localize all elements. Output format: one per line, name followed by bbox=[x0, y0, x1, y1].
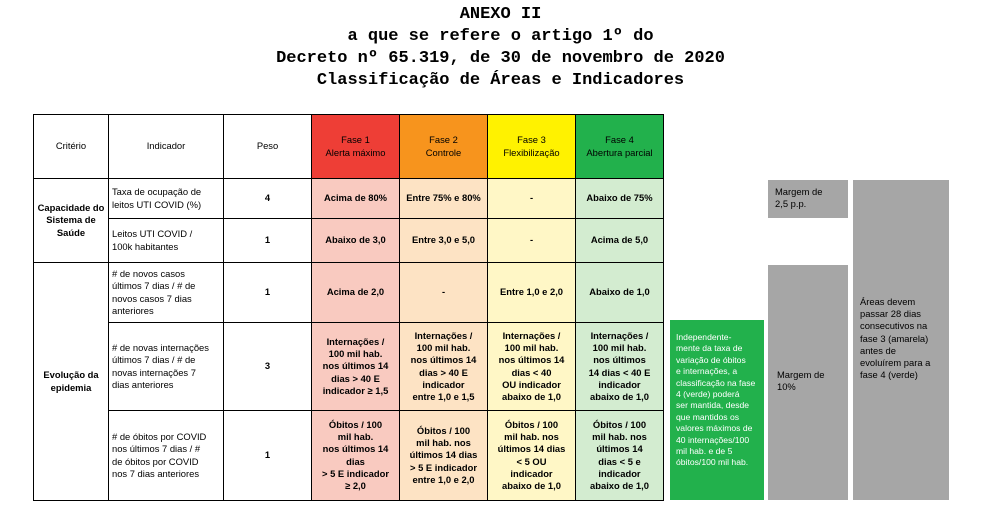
text-line: - bbox=[529, 234, 534, 246]
cell-fase-4 bbox=[576, 263, 664, 323]
text-line: classificação na fase bbox=[676, 377, 756, 388]
text-line: - bbox=[529, 192, 534, 204]
text-line: últimos 14 dias bbox=[409, 449, 478, 461]
row-peso: 1 bbox=[224, 219, 312, 263]
cell-fase-2 bbox=[400, 263, 488, 323]
text-line: Óbitos / 100 bbox=[592, 418, 647, 430]
document-title bbox=[0, 4, 1001, 92]
text-line: OU indicador bbox=[502, 378, 561, 390]
row-indicator bbox=[109, 411, 224, 501]
text-line: > 5 E indicador bbox=[410, 461, 477, 473]
text-line: 100k habitantes bbox=[112, 240, 179, 252]
text-line: nos últimos 7 dias / # bbox=[112, 443, 201, 455]
text-line: consecutivos na bbox=[860, 320, 928, 332]
text-line: entre 1,0 e 2,0 bbox=[412, 473, 475, 485]
note-28-dias bbox=[853, 180, 949, 500]
cell-fase-2 bbox=[400, 179, 488, 219]
text-line: entre 1,0 e 1,5 bbox=[412, 390, 475, 402]
text-line: novas internações 7 bbox=[112, 366, 196, 378]
header-fase-3 bbox=[488, 115, 576, 179]
title-line-1: ANEXO II bbox=[459, 5, 542, 24]
text-line: nos 7 dias anteriores bbox=[112, 467, 200, 479]
text-line: 40 internações/100 bbox=[676, 434, 750, 445]
cell-fase-4 bbox=[576, 411, 664, 501]
text-line: Margem de bbox=[775, 186, 823, 197]
text-line: 4 (verde) poderá bbox=[676, 389, 740, 400]
text-line: Internações / bbox=[502, 329, 561, 341]
text-line: antes de bbox=[860, 344, 896, 356]
text-line: Internações / bbox=[326, 335, 385, 347]
row-indicator bbox=[109, 263, 224, 323]
text-line: evoluírem para a bbox=[860, 357, 931, 369]
cell-fase-4 bbox=[576, 219, 664, 263]
text-line: nos últimos 14 bbox=[322, 360, 389, 372]
text-line: abaixo de 1,0 bbox=[502, 390, 561, 402]
text-line: < 5 OU bbox=[516, 455, 547, 467]
header-fase-1 bbox=[312, 115, 400, 179]
header-criterio: Critério bbox=[34, 115, 109, 179]
text-line: Áreas devem bbox=[860, 296, 916, 307]
cell-fase-2 bbox=[400, 411, 488, 501]
text-line: abaixo de 1,0 bbox=[590, 479, 649, 491]
text-line: 100 mil hab. bbox=[328, 348, 383, 360]
text-line: 100 mil hab. bbox=[592, 342, 647, 354]
text-line: Entre 3,0 e 5,0 bbox=[411, 234, 476, 246]
row-indicator bbox=[109, 219, 224, 263]
text-line: Acima de 5,0 bbox=[590, 234, 649, 246]
cell-fase-4 bbox=[576, 179, 664, 219]
text-line: abaixo de 1,0 bbox=[590, 390, 649, 402]
text-line: mil hab. e de 5 bbox=[676, 446, 733, 457]
table-row bbox=[34, 179, 664, 219]
text-line: Sistema de bbox=[46, 214, 96, 226]
text-line: # de novos casos bbox=[112, 268, 185, 280]
note-margem-leitos bbox=[768, 180, 848, 218]
cell-fase-2 bbox=[400, 323, 488, 411]
text-line: variação de óbitos bbox=[676, 354, 746, 365]
text-line: Abertura parcial bbox=[586, 146, 653, 158]
text-line: e internações, a bbox=[676, 366, 738, 377]
text-line: Margem de bbox=[777, 369, 825, 380]
text-line: dias > 40 E bbox=[419, 366, 468, 378]
text-line: nos últimos bbox=[593, 354, 646, 366]
text-line: Abaixo de 1,0 bbox=[589, 286, 650, 298]
text-line: últimos 14 dias bbox=[497, 443, 566, 455]
text-line: nos últimos 14 bbox=[498, 354, 565, 366]
title-line-2: a que se refere o artigo 1º do bbox=[347, 27, 654, 46]
text-line: Capacidade do bbox=[37, 202, 105, 214]
text-line: dias < 5 e bbox=[598, 455, 641, 467]
text-line: mil hab. nos bbox=[416, 437, 471, 449]
text-line: ≥ 2,0 bbox=[345, 479, 366, 491]
cell-fase-1 bbox=[312, 263, 400, 323]
text-line: últimos 7 dias / # de bbox=[112, 354, 196, 366]
text-line: Fase 4 bbox=[605, 134, 634, 146]
header-fase-2 bbox=[400, 115, 488, 179]
group-evolucao bbox=[34, 263, 109, 501]
text-line: Fase 1 bbox=[341, 134, 370, 146]
text-line: mil hab. nos bbox=[504, 431, 559, 443]
text-line: indicador bbox=[510, 467, 553, 479]
text-line: Taxa de ocupação de bbox=[112, 186, 202, 198]
cell-fase-3 bbox=[488, 263, 576, 323]
table-row bbox=[34, 411, 664, 501]
cell-fase-1 bbox=[312, 323, 400, 411]
table-row bbox=[34, 323, 664, 411]
table-row bbox=[34, 219, 664, 263]
text-line: 2,5 p.p. bbox=[775, 198, 807, 210]
text-line: novos casos 7 dias bbox=[112, 292, 192, 304]
text-line: últimos 14 bbox=[596, 443, 643, 455]
header-row bbox=[34, 115, 664, 179]
text-line: que mantidos os bbox=[676, 411, 740, 422]
cell-fase-2 bbox=[400, 219, 488, 263]
cell-fase-3 bbox=[488, 219, 576, 263]
text-line: Controle bbox=[425, 146, 462, 158]
table-row bbox=[34, 263, 664, 323]
text-line: Flexibilização bbox=[503, 146, 560, 158]
text-line: Fase 2 bbox=[429, 134, 458, 146]
text-line: fase 4 (verde) bbox=[860, 369, 918, 381]
text-line: indicador bbox=[422, 378, 465, 390]
text-line: óbitos/100 mil hab. bbox=[676, 457, 749, 468]
row-indicator bbox=[109, 179, 224, 219]
text-line: 10% bbox=[777, 381, 796, 393]
text-line: - bbox=[441, 286, 446, 298]
note-fase-4-maintenance bbox=[670, 320, 764, 500]
text-line: fase 3 (amarela) bbox=[860, 332, 929, 344]
text-line: Abaixo de 75% bbox=[586, 192, 653, 204]
row-peso: 1 bbox=[224, 411, 312, 501]
text-line: Alerta máximo bbox=[325, 146, 386, 158]
text-line: ser mantida, desde bbox=[676, 400, 750, 411]
text-line: Acima de 80% bbox=[323, 192, 388, 204]
cell-fase-3 bbox=[488, 323, 576, 411]
text-line: Abaixo de 3,0 bbox=[325, 234, 386, 246]
text-line: # de óbitos por COVID bbox=[112, 431, 207, 443]
text-line: 14 dias < 40 E bbox=[588, 366, 651, 378]
cell-fase-3 bbox=[488, 179, 576, 219]
cell-fase-1 bbox=[312, 411, 400, 501]
text-line: Internações / bbox=[414, 329, 473, 341]
text-line: passar 28 dias bbox=[860, 308, 921, 320]
text-line: Óbitos / 100 bbox=[504, 418, 559, 430]
text-line: Internações / bbox=[590, 329, 649, 341]
classification-table bbox=[33, 114, 664, 501]
cell-fase-1 bbox=[312, 219, 400, 263]
text-line: mil hab. nos bbox=[592, 431, 647, 443]
text-line: Independente- bbox=[676, 332, 732, 342]
text-line: Saúde bbox=[56, 226, 86, 238]
row-peso: 4 bbox=[224, 179, 312, 219]
text-line: indicador bbox=[598, 378, 641, 390]
note-margem-epidemia bbox=[768, 265, 848, 500]
group-capacidade bbox=[34, 179, 109, 263]
text-line: indicador ≥ 1,5 bbox=[322, 384, 389, 396]
header-peso: Peso bbox=[224, 115, 312, 179]
text-line: > 5 E indicador bbox=[322, 467, 389, 479]
text-line: 100 mil hab. bbox=[416, 342, 471, 354]
text-line: indicador bbox=[598, 467, 641, 479]
text-line: # de novas internações bbox=[112, 342, 209, 354]
text-line: Entre 1,0 e 2,0 bbox=[499, 286, 564, 298]
text-line: 100 mil hab. bbox=[504, 342, 559, 354]
text-line: leitos UTI COVID (%) bbox=[112, 198, 202, 210]
row-peso: 1 bbox=[224, 263, 312, 323]
text-line: dias < 40 bbox=[511, 366, 552, 378]
text-line: Evolução da bbox=[43, 369, 99, 381]
header-indicador: Indicador bbox=[109, 115, 224, 179]
cell-fase-1 bbox=[312, 179, 400, 219]
text-line: anteriores bbox=[112, 304, 154, 316]
text-line: valores máximos de bbox=[676, 423, 753, 434]
text-line: abaixo de 1,0 bbox=[502, 479, 561, 491]
text-line: Acima de 2,0 bbox=[326, 286, 385, 298]
title-line-3: Decreto nº 65.319, de 30 de novembro de 2020 bbox=[276, 49, 725, 68]
text-line: Fase 3 bbox=[517, 134, 546, 146]
text-line: dias > 40 E bbox=[331, 372, 380, 384]
text-line: Óbitos / 100 bbox=[416, 424, 471, 436]
text-line: de óbitos por COVID bbox=[112, 455, 199, 467]
row-peso: 3 bbox=[224, 323, 312, 411]
cell-fase-3 bbox=[488, 411, 576, 501]
title-line-4: Classificação de Áreas e Indicadores bbox=[316, 71, 685, 90]
cell-fase-4 bbox=[576, 323, 664, 411]
text-line: últimos 7 dias / # de bbox=[112, 280, 196, 292]
text-line: nos últimos 14 bbox=[410, 354, 477, 366]
header-fase-4 bbox=[576, 115, 664, 179]
text-line: epidemia bbox=[50, 381, 92, 393]
text-line: mente da taxa de bbox=[676, 343, 743, 354]
text-line: Óbitos / 100 bbox=[328, 418, 383, 430]
text-line: dias anteriores bbox=[112, 378, 174, 390]
row-indicator bbox=[109, 323, 224, 411]
text-line: mil hab. bbox=[337, 431, 374, 443]
text-line: Entre 75% e 80% bbox=[406, 192, 481, 204]
text-line: Leitos UTI COVID / bbox=[112, 228, 193, 240]
text-line: nos últimos 14 dias bbox=[322, 443, 389, 467]
